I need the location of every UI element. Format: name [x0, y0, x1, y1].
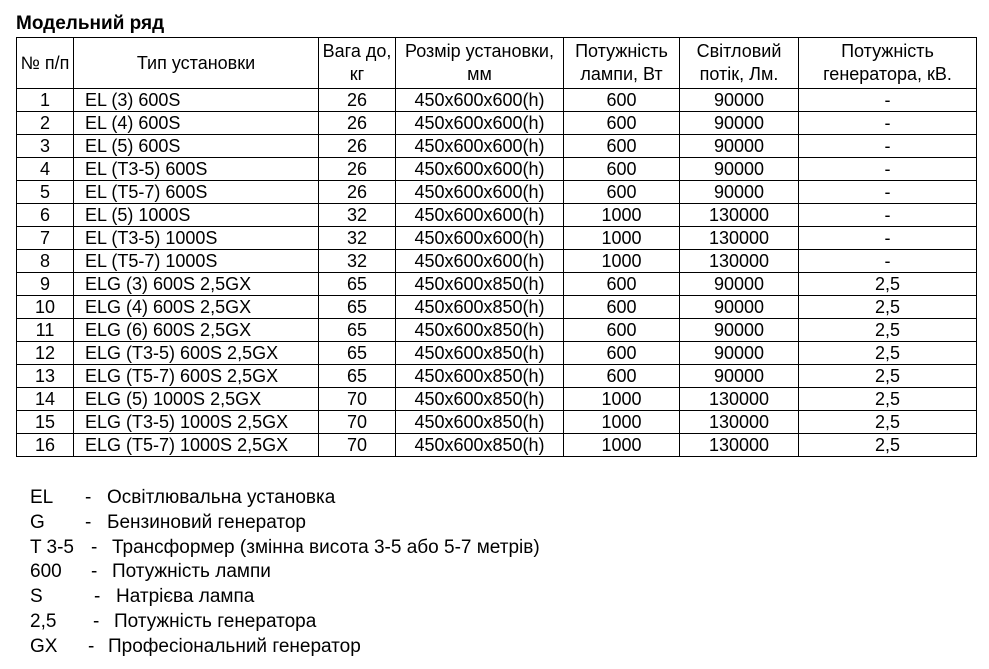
cell-weight: 32 — [319, 227, 396, 250]
legend-description: Освітлювальна установка — [107, 487, 336, 508]
cell-generator-power: - — [799, 227, 977, 250]
cell-type: ELG (T3-5) 1000S 2,5GX — [74, 411, 319, 434]
cell-generator-power: - — [799, 204, 977, 227]
cell-type: ELG (4) 600S 2,5GX — [74, 296, 319, 319]
cell-size: 450x600x850(h) — [396, 342, 564, 365]
cell-number: 5 — [17, 181, 74, 204]
legend-item — [30, 610, 317, 635]
table-row — [17, 296, 977, 319]
cell-number: 7 — [17, 227, 74, 250]
page-title: Модельний ряд — [16, 13, 165, 34]
cell-number: 4 — [17, 158, 74, 181]
legend-dash: - — [88, 635, 95, 657]
cell-weight: 26 — [319, 112, 396, 135]
cell-number: 9 — [17, 273, 74, 296]
cell-luminous-flux: 130000 — [680, 388, 799, 411]
cell-luminous-flux: 90000 — [680, 296, 799, 319]
cell-size: 450x600x600(h) — [396, 135, 564, 158]
cell-number: 11 — [17, 319, 74, 342]
cell-weight: 65 — [319, 273, 396, 296]
header-luminous-flux: Світловий потік, Лм. — [680, 38, 799, 89]
table-row — [17, 411, 977, 434]
cell-luminous-flux: 130000 — [680, 204, 799, 227]
cell-size: 450x600x600(h) — [396, 158, 564, 181]
table-row — [17, 319, 977, 342]
legend-abbr: 2,5 — [30, 610, 57, 632]
cell-size: 450x600x850(h) — [396, 411, 564, 434]
cell-lamp-power: 1000 — [564, 411, 680, 434]
table-row — [17, 342, 977, 365]
legend-dash: - — [93, 610, 100, 632]
cell-size: 450x600x600(h) — [396, 227, 564, 250]
cell-lamp-power: 600 — [564, 365, 680, 388]
cell-size: 450x600x850(h) — [396, 319, 564, 342]
legend-item — [30, 486, 336, 511]
cell-number: 15 — [17, 411, 74, 434]
cell-luminous-flux: 130000 — [680, 227, 799, 250]
cell-generator-power: - — [799, 158, 977, 181]
cell-lamp-power: 1000 — [564, 388, 680, 411]
legend-dash: - — [91, 561, 98, 583]
cell-luminous-flux: 130000 — [680, 434, 799, 457]
header-lamp-power: Потужність лампи, Вт — [564, 38, 680, 89]
cell-lamp-power: 600 — [564, 158, 680, 181]
table-row — [17, 365, 977, 388]
cell-weight: 65 — [319, 296, 396, 319]
cell-luminous-flux: 90000 — [680, 89, 799, 112]
table-row — [17, 89, 977, 112]
cell-lamp-power: 1000 — [564, 204, 680, 227]
cell-size: 450x600x850(h) — [396, 273, 564, 296]
cell-type: EL (5) 600S — [74, 135, 319, 158]
cell-luminous-flux: 90000 — [680, 342, 799, 365]
table-row — [17, 250, 977, 273]
cell-weight: 70 — [319, 388, 396, 411]
cell-lamp-power: 600 — [564, 112, 680, 135]
table-row — [17, 227, 977, 250]
legend-description: Потужність лампи — [112, 561, 271, 583]
cell-generator-power: - — [799, 181, 977, 204]
cell-lamp-power: 600 — [564, 296, 680, 319]
cell-weight: 26 — [319, 181, 396, 204]
cell-generator-power: 2,5 — [799, 388, 977, 411]
cell-weight: 32 — [319, 250, 396, 273]
legend-description: Трансформер (змінна висота 3-5 або 5-7 метрів) — [112, 536, 540, 558]
cell-number: 6 — [17, 204, 74, 227]
cell-generator-power: - — [799, 112, 977, 135]
table-row — [17, 273, 977, 296]
cell-luminous-flux: 90000 — [680, 273, 799, 296]
table-row — [17, 434, 977, 457]
cell-number: 1 — [17, 89, 74, 112]
model-table — [16, 37, 977, 457]
cell-luminous-flux: 90000 — [680, 319, 799, 342]
cell-lamp-power: 1000 — [564, 434, 680, 457]
header-size: Розмір установки, мм — [396, 38, 564, 89]
table-header-row — [17, 38, 977, 89]
cell-generator-power: 2,5 — [799, 365, 977, 388]
cell-weight: 26 — [319, 158, 396, 181]
cell-size: 450x600x600(h) — [396, 89, 564, 112]
cell-type: ELG (5) 1000S 2,5GX — [74, 388, 319, 411]
cell-size: 450x600x850(h) — [396, 388, 564, 411]
cell-lamp-power: 600 — [564, 135, 680, 158]
cell-type: EL (4) 600S — [74, 112, 319, 135]
cell-type: ELG (T5-7) 600S 2,5GX — [74, 365, 319, 388]
cell-size: 450x600x850(h) — [396, 296, 564, 319]
cell-type: EL (T3-5) 1000S — [74, 227, 319, 250]
cell-weight: 32 — [319, 204, 396, 227]
header-weight: Вага до, кг — [319, 38, 396, 89]
cell-type: EL (T5-7) 600S — [74, 181, 319, 204]
table-row — [17, 181, 977, 204]
cell-lamp-power: 600 — [564, 342, 680, 365]
legend-dash: - — [94, 586, 101, 608]
legend-dash: - — [85, 511, 92, 533]
cell-type: EL (5) 1000S — [74, 204, 319, 227]
cell-weight: 26 — [319, 135, 396, 158]
cell-weight: 26 — [319, 89, 396, 112]
cell-size: 450x600x600(h) — [396, 181, 564, 204]
legend-dash: - — [85, 487, 92, 508]
table-row — [17, 204, 977, 227]
cell-luminous-flux: 90000 — [680, 365, 799, 388]
cell-type: EL (T5-7) 1000S — [74, 250, 319, 273]
legend-description: Бензиновий генератор — [107, 511, 306, 533]
cell-weight: 70 — [319, 411, 396, 434]
table-row — [17, 158, 977, 181]
cell-generator-power: 2,5 — [799, 434, 977, 457]
cell-size: 450x600x600(h) — [396, 250, 564, 273]
legend-abbr: GX — [30, 635, 58, 657]
cell-number: 10 — [17, 296, 74, 319]
cell-luminous-flux: 90000 — [680, 112, 799, 135]
legend-abbr: T 3-5 — [30, 536, 75, 558]
legend-item — [30, 560, 271, 585]
legend-description: Натрієва лампа — [116, 586, 255, 608]
table-row — [17, 388, 977, 411]
cell-type: ELG (6) 600S 2,5GX — [74, 319, 319, 342]
table-row — [17, 112, 977, 135]
cell-generator-power: - — [799, 89, 977, 112]
cell-lamp-power: 600 — [564, 319, 680, 342]
legend-item — [30, 585, 255, 610]
cell-generator-power: 2,5 — [799, 411, 977, 434]
cell-type: ELG (3) 600S 2,5GX — [74, 273, 319, 296]
cell-lamp-power: 1000 — [564, 250, 680, 273]
cell-size: 450x600x850(h) — [396, 365, 564, 388]
cell-weight: 65 — [319, 319, 396, 342]
cell-number: 16 — [17, 434, 74, 457]
cell-generator-power: 2,5 — [799, 319, 977, 342]
legend-description: Професіональний генератор — [108, 635, 361, 657]
cell-luminous-flux: 130000 — [680, 411, 799, 434]
legend-abbr: S — [30, 586, 43, 608]
cell-luminous-flux: 90000 — [680, 158, 799, 181]
header-type: Тип установки — [74, 38, 319, 89]
legend-item — [30, 536, 540, 561]
legend-description: Потужність генератора — [114, 610, 317, 632]
cell-generator-power: - — [799, 135, 977, 158]
cell-number: 12 — [17, 342, 74, 365]
cell-type: ELG (T3-5) 600S 2,5GX — [74, 342, 319, 365]
table-body — [17, 89, 977, 457]
cell-luminous-flux: 90000 — [680, 181, 799, 204]
cell-size: 450x600x600(h) — [396, 112, 564, 135]
cell-lamp-power: 600 — [564, 273, 680, 296]
cell-weight: 70 — [319, 434, 396, 457]
cell-size: 450x600x600(h) — [396, 204, 564, 227]
cell-generator-power: 2,5 — [799, 342, 977, 365]
cell-lamp-power: 600 — [564, 181, 680, 204]
cell-number: 2 — [17, 112, 74, 135]
cell-number: 14 — [17, 388, 74, 411]
legend-abbr: 600 — [30, 561, 62, 583]
cell-number: 8 — [17, 250, 74, 273]
cell-size: 450x600x850(h) — [396, 434, 564, 457]
legend-item — [30, 511, 306, 536]
cell-generator-power: - — [799, 250, 977, 273]
cell-luminous-flux: 90000 — [680, 135, 799, 158]
header-number: № п/п — [17, 38, 74, 89]
header-generator-power: Потужність генератора, кВ. — [799, 38, 977, 89]
cell-type: EL (T3-5) 600S — [74, 158, 319, 181]
cell-number: 3 — [17, 135, 74, 158]
cell-lamp-power: 600 — [564, 89, 680, 112]
cell-type: ELG (T5-7) 1000S 2,5GX — [74, 434, 319, 457]
cell-number: 13 — [17, 365, 74, 388]
legend-item — [30, 635, 361, 660]
cell-lamp-power: 1000 — [564, 227, 680, 250]
cell-luminous-flux: 130000 — [680, 250, 799, 273]
legend-abbr: G — [30, 511, 45, 533]
legend-list — [30, 486, 540, 660]
cell-generator-power: 2,5 — [799, 273, 977, 296]
legend-abbr: EL — [30, 487, 54, 508]
table-row — [17, 135, 977, 158]
legend-dash: - — [91, 536, 98, 558]
cell-generator-power: 2,5 — [799, 296, 977, 319]
cell-weight: 65 — [319, 342, 396, 365]
cell-weight: 65 — [319, 365, 396, 388]
cell-type: EL (3) 600S — [74, 89, 319, 112]
